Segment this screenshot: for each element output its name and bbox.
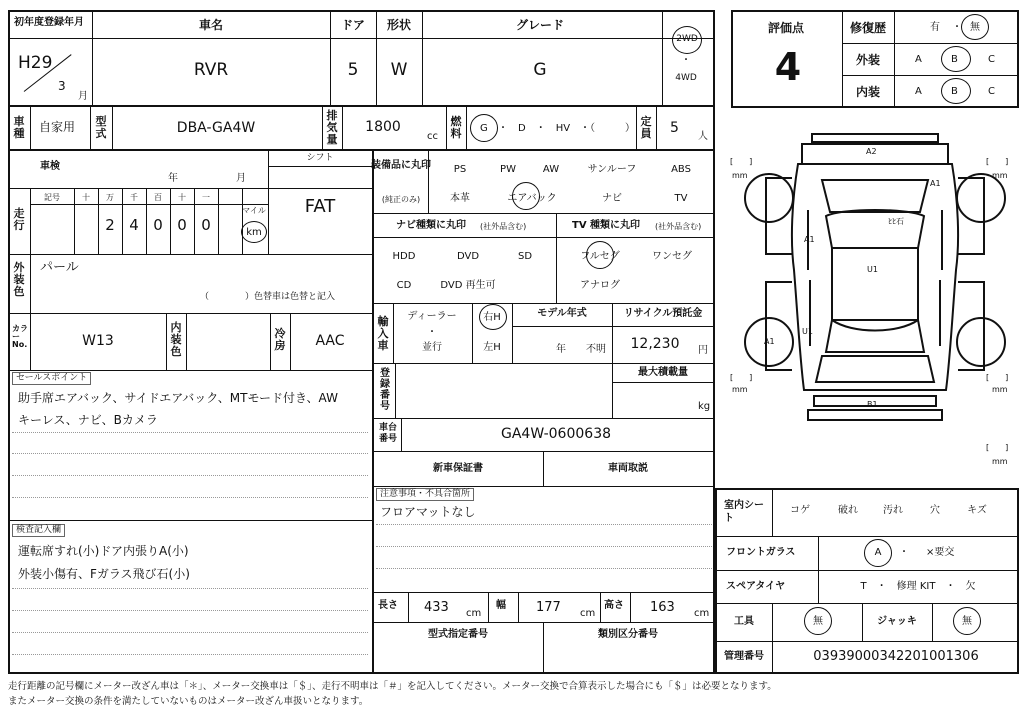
seat-scratch: キズ — [967, 505, 987, 516]
mm-fr: mm — [992, 171, 1008, 180]
height-label: 高さ — [604, 600, 624, 611]
fuel-label: 燃料 — [450, 115, 462, 140]
damage-a1-rl: A1 — [764, 337, 775, 346]
import-label: 輸入車 — [377, 315, 389, 352]
tools-label: 工具 — [734, 616, 754, 627]
tv-fullseg: フルセグ — [580, 251, 620, 262]
equip-label: 装備品に丸印 — [371, 160, 431, 171]
model-year-unit: 年 — [556, 344, 566, 355]
equip-pw: PW — [500, 164, 516, 175]
repair-label: 修復歴 — [849, 21, 887, 35]
equip-ps: PS — [453, 164, 467, 175]
notes-label: 注意事項・不具合箇所 — [376, 488, 474, 501]
navi-hdd: HDD — [392, 251, 416, 262]
shaken-month: 月 — [236, 173, 246, 184]
repair-sep: ・ — [952, 22, 962, 33]
equip-leather: 本革 — [450, 193, 470, 204]
door-label: ドア — [341, 18, 365, 32]
drive-4wd: 4WD — [675, 73, 697, 83]
import-parallel: 並行 — [422, 342, 442, 353]
mileage-label: 走行 — [13, 207, 25, 232]
mm-spare: mm — [992, 457, 1008, 466]
damage-a2: A2 — [866, 147, 877, 156]
equip-aw: AW — [542, 164, 560, 175]
seat-tear: 破れ — [838, 505, 858, 516]
height-cm: cm — [694, 608, 710, 619]
shape-label: 形状 — [386, 18, 412, 32]
km-label: km — [246, 227, 262, 238]
import-dot: ・ — [427, 327, 437, 338]
seat-hole: 穴 — [930, 505, 940, 516]
mm-fl: mm — [732, 171, 748, 180]
warranty-doc: 新車保証書 — [433, 463, 483, 474]
chassis-value: GA4W-0600638 — [500, 426, 612, 442]
int-a: A — [915, 86, 922, 97]
seat-burn: コゲ — [790, 505, 810, 516]
mm-rr: mm — [992, 385, 1008, 394]
length-cm: cm — [466, 608, 482, 619]
repair-no: 無 — [970, 22, 980, 33]
shaken-label: 車検 — [40, 161, 60, 172]
int-b: B — [951, 86, 958, 97]
unit-ichi: 一 — [202, 193, 210, 202]
import-right: 右H — [483, 312, 501, 323]
bracket-spare: [ ] — [986, 443, 1009, 452]
notes-line-1: フロアマットなし — [380, 505, 476, 519]
repair-circle — [961, 14, 989, 40]
int-circle — [941, 78, 971, 104]
navi-cd: CD — [396, 280, 412, 291]
equip-airbag: エアバック — [507, 193, 557, 204]
color-label: 外装色 — [13, 261, 25, 298]
width-cm: cm — [580, 608, 596, 619]
capacity-value: 5 — [670, 120, 679, 136]
ext-circle — [941, 46, 971, 72]
mm-rl: mm — [732, 385, 748, 394]
ext-a: A — [915, 54, 922, 65]
score-value: 4 — [774, 45, 802, 89]
damage-a1-fl: A1 — [804, 235, 815, 244]
mile-label: マイル — [242, 206, 266, 215]
tools-value: 無 — [813, 616, 823, 627]
unit-jyu: 十 — [178, 193, 186, 202]
navi-dvd: DVD — [456, 251, 480, 262]
reg-date-label: 初年度登録年月 — [14, 17, 84, 28]
width-label: 幅 — [496, 600, 506, 611]
mileage-digit: 0 — [201, 216, 211, 234]
grade-value: G — [533, 60, 547, 80]
car-name-label: 車名 — [198, 18, 224, 32]
disp-value: 1800 — [365, 119, 401, 135]
jack-label: ジャッキ — [877, 616, 917, 627]
fullseg-circle — [586, 241, 614, 269]
bracket-rl: [ ] — [730, 373, 753, 382]
class-number-label: 類別区分番号 — [598, 629, 658, 640]
spare-tire-value: T ・ 修理 KIT ・ 欠 — [860, 581, 976, 592]
tv-oneseg: ワンセグ — [652, 251, 692, 262]
bracket-fl: [ ] — [730, 157, 753, 166]
navi-sub: (社外品含む) — [480, 222, 527, 231]
type-number-label: 型式指定番号 — [428, 629, 488, 640]
ac-label: 冷房 — [274, 327, 286, 352]
model-value: DBA-GA4W — [176, 120, 256, 136]
car-name: RVR — [193, 60, 229, 80]
mgmt-label: 管理番号 — [724, 651, 764, 662]
load-kg: kg — [698, 401, 711, 412]
damage-b1: B1 — [867, 400, 878, 409]
damage-a1-fr: A1 — [930, 179, 941, 188]
capacity-unit: 人 — [698, 131, 708, 142]
equip-abs: ABS — [671, 164, 691, 175]
damage-u1-r: U1 — [802, 327, 813, 336]
inspect-line-1: 運転席すれ(小)ドア内張りA(小) — [18, 544, 189, 558]
equip-navi: ナビ — [602, 193, 622, 204]
import-dealer: ディーラー — [407, 311, 457, 322]
interior-color-label: 内装色 — [170, 321, 182, 358]
spare-tire-label: スペアタイヤ — [726, 581, 786, 592]
sales-label: セールスポイント — [12, 372, 91, 385]
length-value: 433 — [424, 600, 449, 615]
disp-label: 排気量 — [326, 109, 338, 146]
score-label: 評価点 — [767, 21, 805, 35]
navi-label: ナビ種類に丸印 — [396, 220, 466, 231]
tv-analog: アナログ — [580, 280, 620, 291]
airbag-circle — [512, 182, 540, 210]
door-value: 5 — [347, 60, 359, 80]
windshield-a: A — [874, 547, 882, 558]
color-note: （ ）色替車は色替と記入 — [200, 292, 336, 302]
damage-u1-mid: U1 — [867, 265, 878, 274]
drive-2wd: 2WD — [676, 34, 698, 44]
color-value: パール — [40, 260, 79, 275]
model-year-unknown: 不明 — [586, 344, 606, 355]
windshield-replace: ×要交 — [926, 547, 955, 558]
reg-era: H29 — [18, 53, 53, 73]
regno-label: 登録番号 — [380, 368, 390, 412]
equip-tv: TV — [674, 193, 688, 204]
damage-stone: ﾋﾋ石 — [888, 217, 904, 226]
exterior-label: 外装 — [855, 53, 881, 67]
right-hand-circle — [479, 304, 507, 330]
navi-sd: SD — [517, 251, 533, 262]
shape-value: W — [390, 60, 408, 80]
unit-man: 万 — [106, 193, 114, 202]
model-label: 型式 — [95, 115, 107, 140]
manual-doc: 車両取説 — [608, 463, 648, 474]
seat-stain: 汚れ — [883, 505, 903, 516]
width-value: 177 — [536, 600, 561, 615]
sales-line-1: 助手席エアバック、サイドエアバック、MTモード付き、AW — [18, 391, 338, 405]
use-label: 車種 — [13, 115, 25, 140]
height-value: 163 — [650, 600, 675, 615]
windshield-dot: ・ — [899, 547, 909, 558]
mgmt-value: 03939000342201001306 — [813, 649, 979, 664]
recycle-label: リサイクル預託金 — [623, 308, 703, 319]
bracket-fr: [ ] — [986, 157, 1009, 166]
mileage-digit: 4 — [129, 216, 139, 234]
colorno-value: W13 — [82, 333, 114, 349]
reg-month: 3 — [58, 79, 66, 93]
model-year-label: モデル年式 — [537, 308, 587, 319]
capacity-label: 定員 — [640, 115, 652, 140]
mileage-digit: 2 — [105, 216, 115, 234]
interior-label: 内装 — [855, 85, 881, 99]
ext-c: C — [988, 54, 995, 65]
car-damage-diagram — [722, 120, 1022, 480]
jack-value: 無 — [962, 616, 972, 627]
mileage-digit: 0 — [153, 216, 163, 234]
unit-hyaku: 百 — [154, 193, 162, 202]
tv-sub: (社外品含む) — [655, 222, 702, 231]
inspect-label: 検査記入欄 — [12, 524, 65, 537]
inspect-line-2: 外装小傷有、Fガラス飛び石(小) — [18, 567, 190, 581]
interior-seat-label: 室内シート — [724, 500, 764, 524]
fuel-g: G — [480, 123, 488, 134]
cc-unit: cc — [427, 131, 438, 142]
kigo-label: 記号 — [44, 193, 60, 202]
recycle-yen: 円 — [698, 345, 708, 356]
colorno-label: カラーNo. — [12, 324, 28, 349]
repair-yes: 有 — [930, 22, 940, 33]
use-value: 自家用 — [39, 120, 76, 134]
mileage-digit: 0 — [177, 216, 187, 234]
bracket-rr: [ ] — [986, 373, 1009, 382]
unit-jyuman: 十 — [82, 193, 90, 202]
grade-label: グレード — [515, 18, 565, 32]
footer-note-1: 走行距離の記号欄にメーター改ざん車は「＊」、メーター交換車は「＄」、走行不明車は「＃」を記入してください。メーター交換で合算表示した場合にも「＄」は必要となります。 — [8, 681, 777, 692]
month-unit: 月 — [78, 91, 88, 102]
fuel-rest: ・ D ・ HV ・（ ） — [498, 123, 636, 134]
shift-label: シフト — [306, 153, 334, 163]
navi-dvd-play: DVD 再生可 — [440, 280, 496, 291]
equip-sub: (純正のみ) — [381, 195, 421, 204]
drive-sep: ・ — [681, 55, 691, 66]
footer-note-2: またメーター交換の条件を満たしていないものはメーター改ざん車扱いとなります。 — [8, 696, 369, 707]
load-label: 最大積載量 — [638, 367, 688, 378]
ac-value: AAC — [315, 333, 345, 349]
int-c: C — [988, 86, 995, 97]
import-left: 左H — [483, 342, 501, 353]
unit-sen: 千 — [130, 193, 138, 202]
windshield-label: フロントガラス — [726, 547, 796, 558]
sales-line-2: キーレス、ナビ、Bカメラ — [18, 413, 158, 427]
shaken-year: 年 — [168, 173, 178, 184]
chassis-label: 車台番号 — [378, 423, 397, 444]
equip-sunroof: サンルーフ — [587, 164, 637, 175]
recycle-value: 12,230 — [630, 336, 680, 352]
length-label: 長さ — [378, 600, 398, 611]
shift-value: FAT — [304, 196, 336, 217]
ext-b: B — [951, 54, 958, 65]
tv-label: TV 種類に丸印 — [572, 220, 641, 231]
